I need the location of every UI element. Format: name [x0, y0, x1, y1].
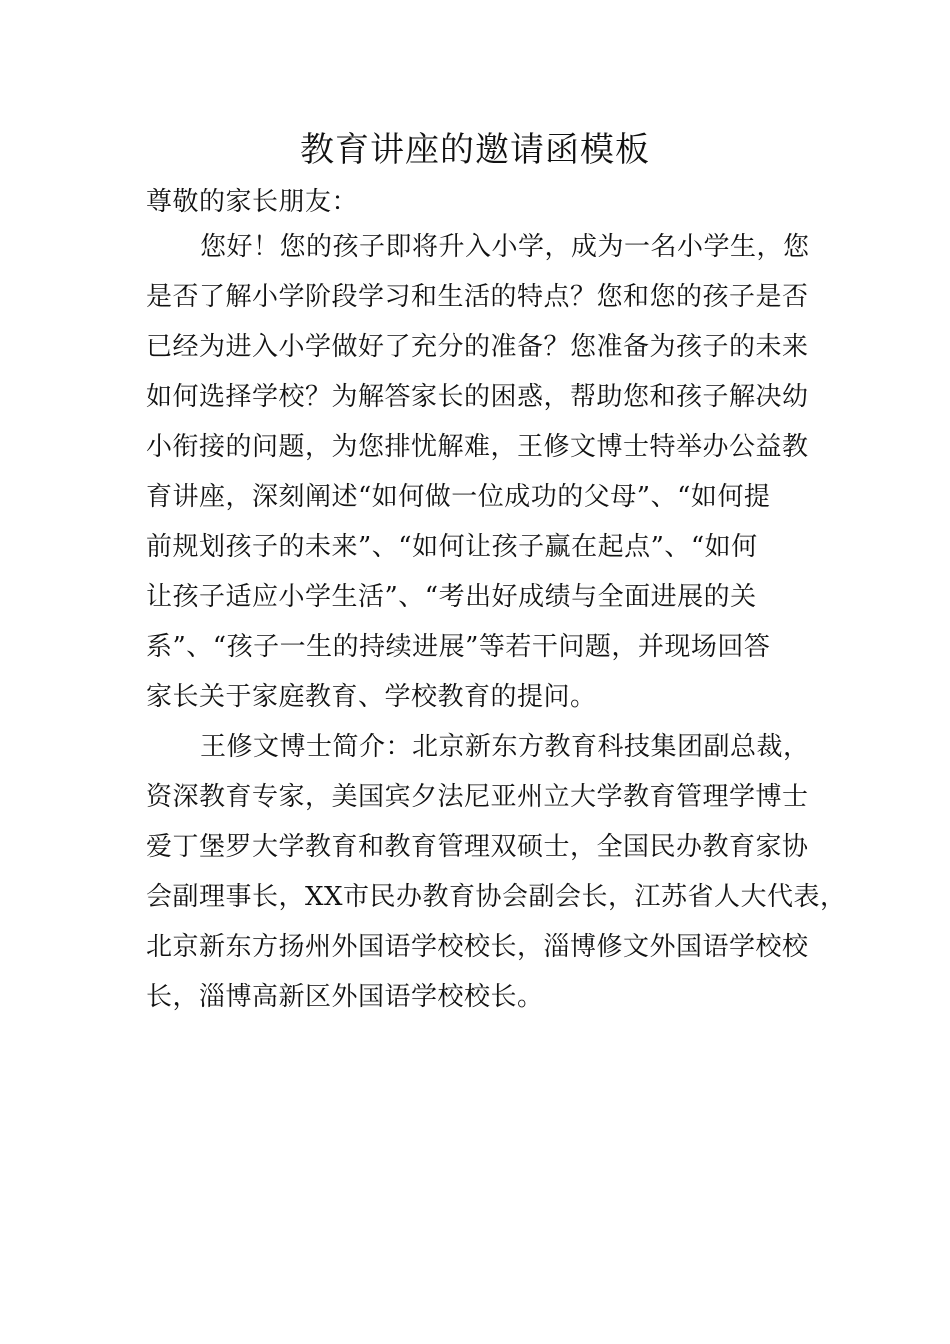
paragraph-line: 系”、“孩子一生的持续进展”等若干问题，并现场回答 [146, 632, 771, 662]
paragraph-line: 资深教育专家，美国宾夕法尼亚州立大学教育管理学博士 [146, 782, 809, 812]
paragraph-line: 让孩子适应小学生活”、“考出好成绩与全面进展的关 [146, 582, 757, 612]
paragraph-line: 爱丁堡罗大学教育和教育管理双硕士，全国民办教育家协 [146, 832, 809, 862]
paragraph-line: 已经为进入小学做好了充分的准备？您准备为孩子的未来 [146, 332, 809, 362]
salutation: 尊敬的家长朋友： [146, 187, 359, 217]
invitation-paragraph [146, 222, 826, 722]
paragraph-line: 小衔接的问题，为您排忧解难，王修文博士特举办公益教 [146, 432, 809, 462]
paragraph-line: 如何选择学校？为解答家长的困惑，帮助您和孩子解决幼 [146, 382, 809, 412]
speaker-bio-paragraph [146, 722, 847, 1022]
paragraph-line: 王修文博士简介：北京新东方教育科技集团副总裁， [200, 732, 810, 762]
paragraph-line: 您好！您的孩子即将升入小学，成为一名小学生，您 [200, 232, 810, 262]
paragraph-line: 是否了解小学阶段学习和生活的特点？您和您的孩子是否 [146, 282, 809, 312]
paragraph-line: 北京新东方扬州外国语学校校长，淄博修文外国语学校校 [146, 932, 809, 962]
document-title: 教育讲座的邀请函模板 [300, 130, 650, 170]
paragraph-line: 家长关于家庭教育、学校教育的提问。 [146, 682, 597, 712]
paragraph-line: 会副理事长，XX市民办教育协会副会长，江苏省人大代表， [146, 882, 847, 912]
paragraph-line: 育讲座，深刻阐述“如何做一位成功的父母”、“如何提 [146, 482, 771, 512]
paragraph-line: 长，淄博高新区外国语学校校长。 [146, 982, 544, 1012]
paragraph-line: 前规划孩子的未来”、“如何让孩子赢在起点”、“如何 [146, 532, 758, 562]
